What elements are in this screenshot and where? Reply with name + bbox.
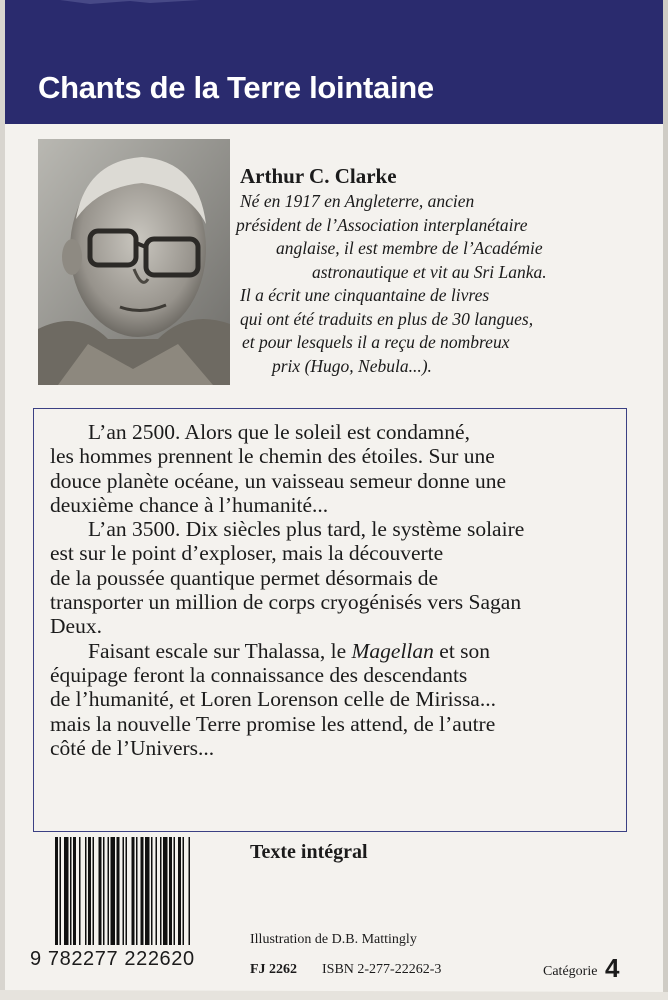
synopsis-line: Deux. [50, 614, 102, 639]
barcode-bar [108, 837, 110, 945]
barcode-bar [70, 837, 72, 945]
barcode-bar [85, 837, 87, 945]
synopsis-line: douce planète océane, un vaisseau semeur donne une [50, 468, 507, 493]
synopsis-text [50, 420, 616, 760]
synopsis-text-run: Faisant escale sur Thalassa, le [88, 638, 352, 663]
barcode-bar [189, 837, 191, 945]
synopsis-line: côté de l’Univers... [50, 735, 215, 760]
synopsis-line: deuxième chance à l’humanité... [50, 492, 329, 517]
book-title: Chants de la Terre lointaine [38, 70, 434, 105]
synopsis-text-run: et son [433, 638, 491, 663]
barcode-bar [123, 837, 125, 945]
barcode-bar [178, 837, 181, 945]
bio-line: astronautique et vit au Sri Lanka. [312, 261, 547, 282]
synopsis-line [50, 639, 616, 663]
barcode-bar [126, 837, 128, 945]
categorie-label: Catégorie [543, 964, 598, 979]
barcode-bar [103, 837, 105, 945]
barcode-bar [60, 837, 62, 945]
synopsis-line: les hommes prennent le chemin des étoiles. Sur une [50, 444, 495, 469]
barcode-bar [79, 837, 81, 945]
barcode-bar [111, 837, 116, 945]
isbn: ISBN 2-277-22262-3 [322, 962, 442, 977]
synopsis-line: L’an 2500. Alors que le soleil est condamné, [88, 420, 470, 444]
barcode-bar [169, 837, 172, 945]
synopsis-line: équipage feront la connaissance des descendants [50, 662, 468, 687]
author-name: Arthur C. Clarke [240, 164, 397, 188]
texte-integral-label: Texte intégral [250, 841, 368, 863]
synopsis-line: est sur le point d’exploser, mais la découverte [50, 541, 444, 566]
bio-line: anglaise, il est membre de l’Académie [276, 238, 543, 258]
barcode-bar [183, 837, 185, 945]
synopsis-line: de la poussée quantique permet désormais de [50, 565, 439, 590]
barcode-bar [136, 837, 138, 945]
author-photo [38, 139, 230, 385]
illustration-credit: Illustration de D.B. Mattingly [250, 932, 417, 947]
barcode-number: 9 782277 222620 [30, 948, 195, 970]
ship-name: Magellan [351, 638, 434, 663]
bio-line: président de l’Association interplanétaire [236, 214, 528, 235]
barcode [53, 837, 233, 945]
categorie-number: 4 [605, 953, 620, 983]
barcode-bar [55, 837, 58, 945]
barcode-bar [64, 837, 69, 945]
barcode-bar [88, 837, 91, 945]
bio-line: et pour lesquels il a reçu de nombreux [242, 332, 510, 352]
bio-line: Né en 1917 en Angleterre, ancien [240, 191, 475, 211]
bio-line: Il a écrit une cinquantaine de livres [240, 285, 490, 305]
barcode-bar [160, 837, 162, 945]
synopsis-line: de l’humanité, et Loren Lorenson celle de Mirissa... [50, 687, 496, 712]
synopsis-line: mais la nouvelle Terre promise les attend, de l’autre [50, 711, 496, 736]
barcode-bar [99, 837, 102, 945]
fj-code: FJ 2262 [250, 962, 298, 977]
barcode-bar [73, 837, 76, 945]
barcode-bar [145, 837, 150, 945]
barcode-bar [93, 837, 95, 945]
barcode-bar [174, 837, 176, 945]
author-bio [232, 190, 622, 378]
bio-line: qui ont été traduits en plus de 30 langues, [240, 308, 534, 329]
synopsis-line: L’an 3500. Dix siècles plus tard, le système solaire [88, 517, 525, 542]
barcode-bar [163, 837, 168, 945]
barcode-bar [132, 837, 135, 945]
synopsis-line: transporter un million de corps cryogénisés vers Sagan [50, 590, 522, 615]
barcode-bar [117, 837, 120, 945]
barcode-bar [151, 837, 153, 945]
barcode-bar [156, 837, 158, 945]
barcode-bar [141, 837, 144, 945]
bio-line: prix (Hugo, Nebula...). [272, 355, 432, 376]
